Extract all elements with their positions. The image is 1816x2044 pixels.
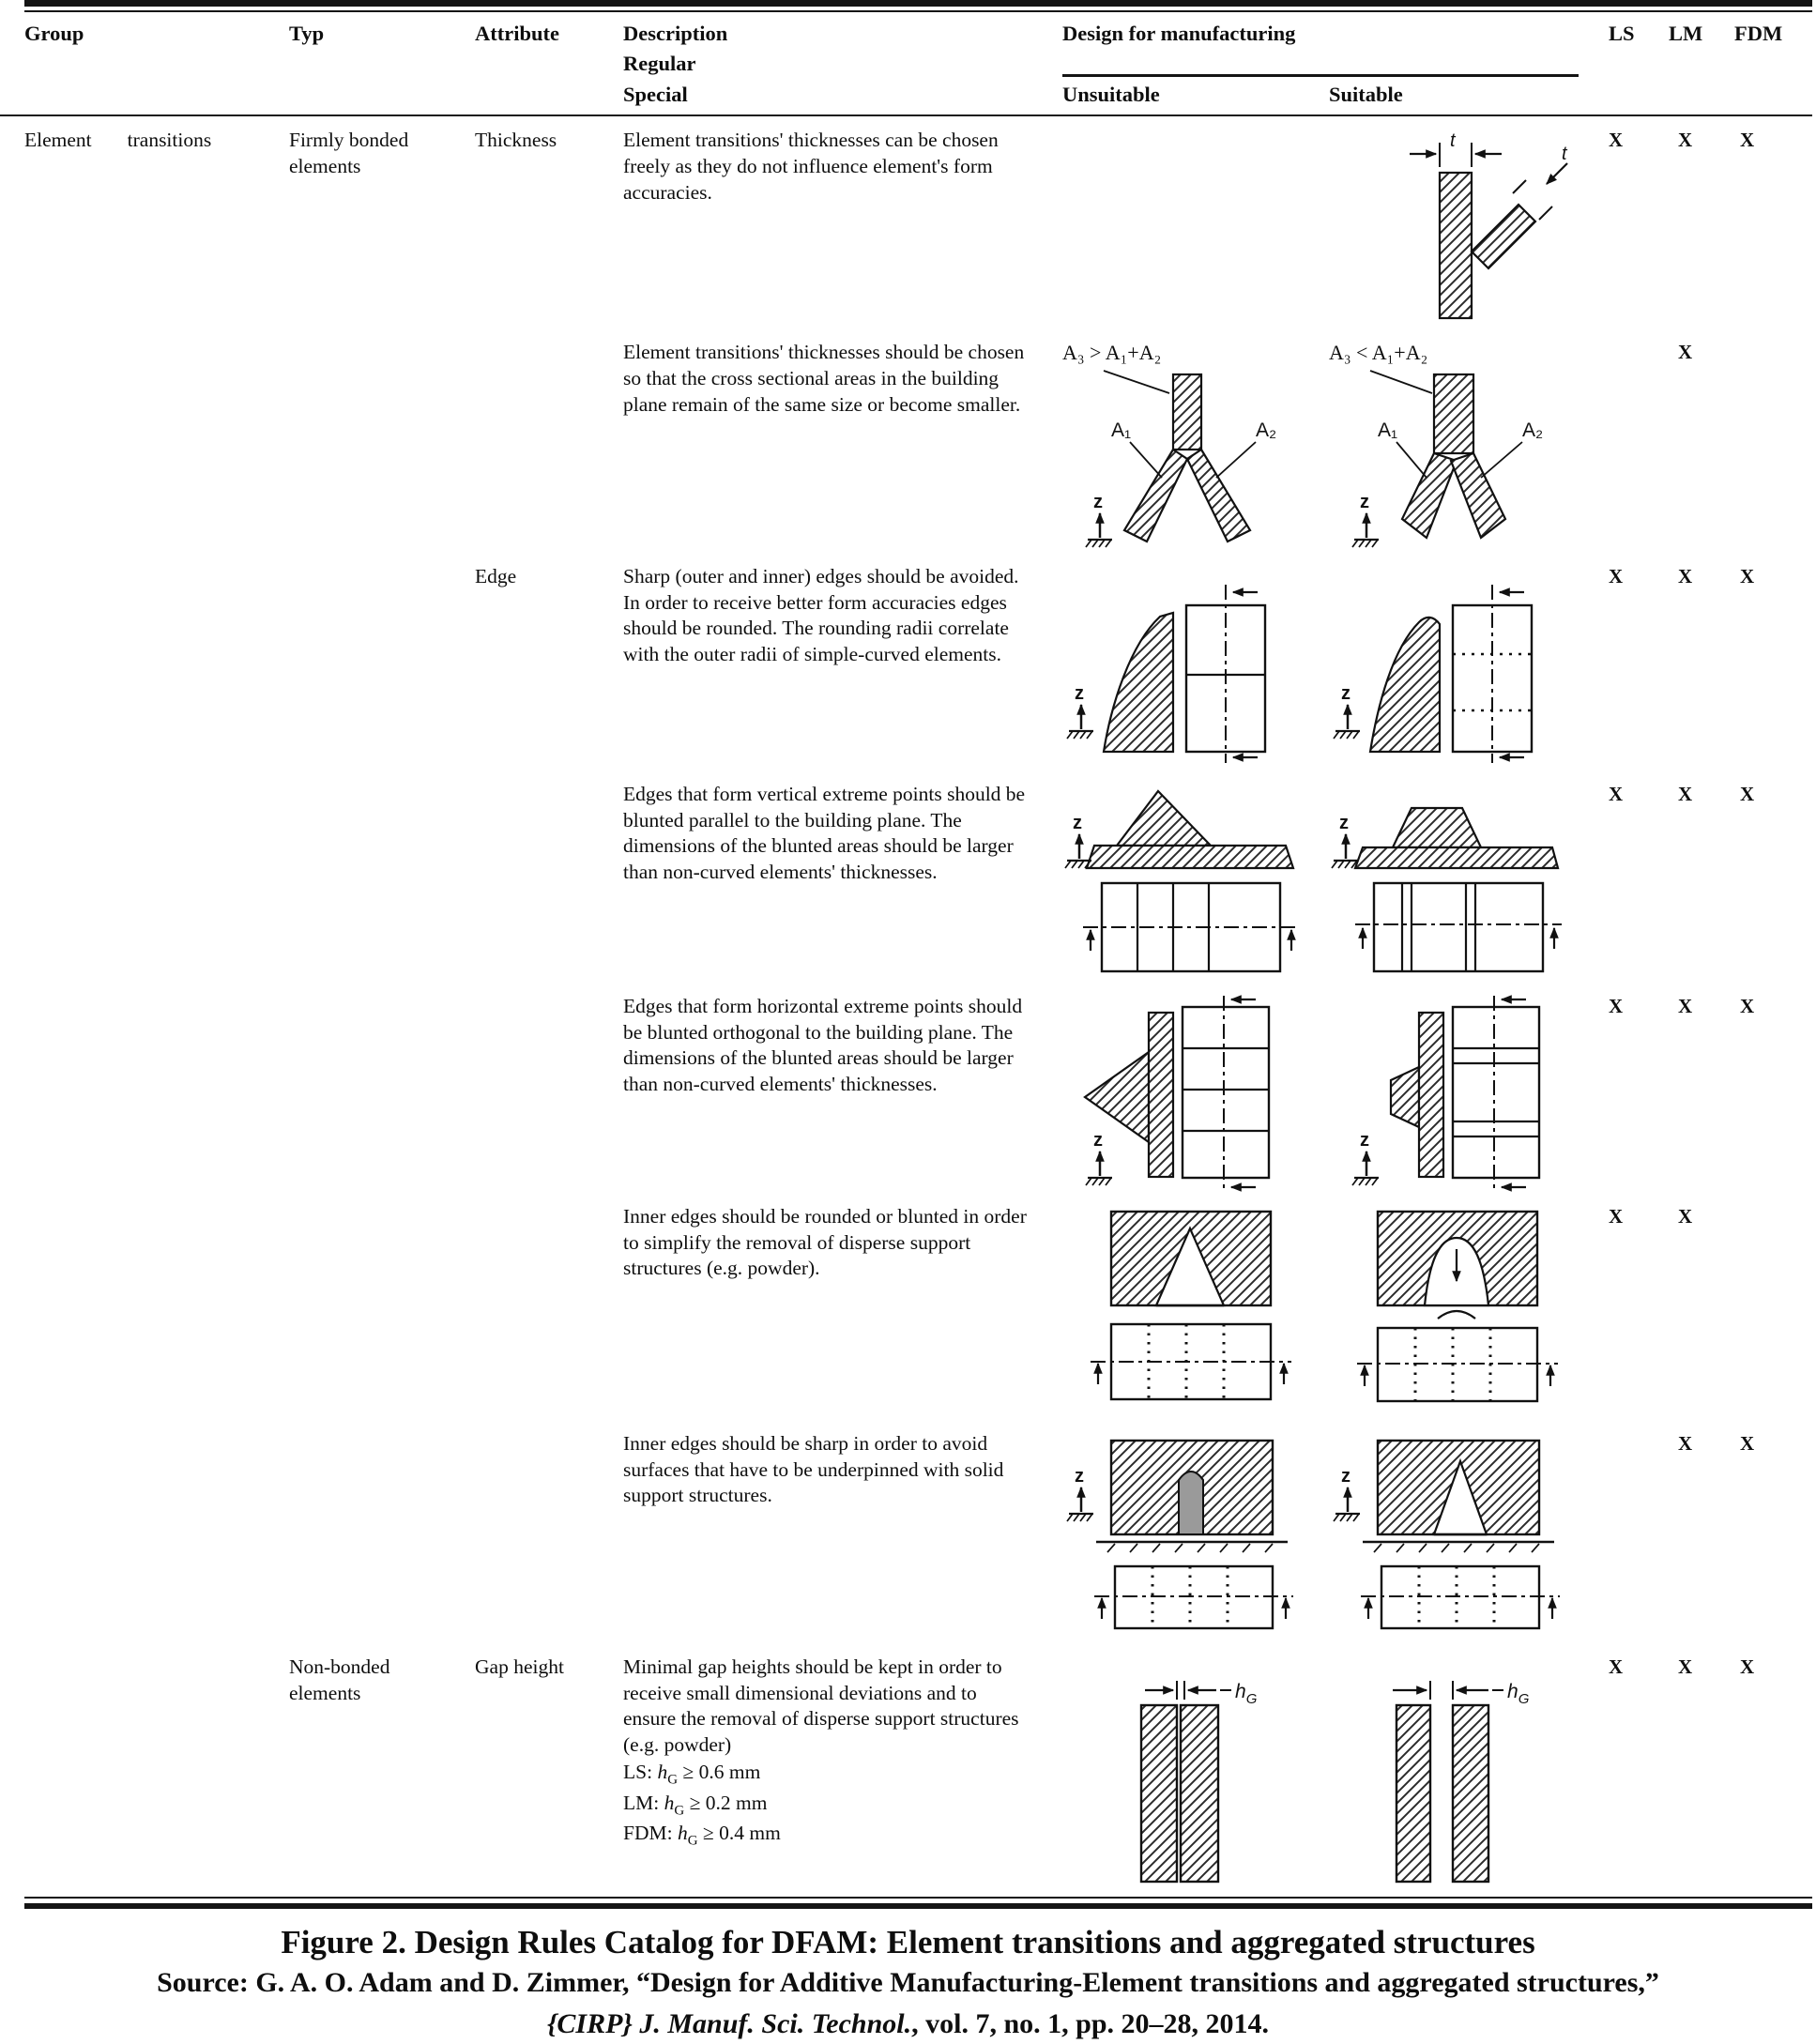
- spec-lm: LM: $h_G \ge 0.2$ mm: [623, 1791, 768, 1819]
- z-axis-symbol: [1067, 1466, 1093, 1521]
- z-axis-symbol: [1332, 813, 1358, 868]
- table-row: [24, 116, 1816, 328]
- inner-edge-rounded-unsuitable-diagram: [1062, 1204, 1318, 1409]
- col-header-attribute: Attribute: [475, 22, 559, 45]
- col-header-suitable: Suitable: [1329, 83, 1403, 106]
- cell-description: Element transitions' thicknesses should be chosen so that the cross sectional areas in the building plane remain of the same size or become smaller.: [623, 341, 1025, 416]
- z-axis-symbol: [1065, 813, 1091, 868]
- mark-lm: X: [1678, 1204, 1693, 1228]
- svg-text:z: z: [1075, 682, 1084, 704]
- mark-ls: X: [1609, 994, 1624, 1017]
- thickness-suitable-diagram: [1329, 128, 1584, 327]
- cell-unsuitable: [1062, 994, 1329, 1193]
- mark-lm: X: [1678, 129, 1693, 151]
- mark-lm: X: [1678, 564, 1693, 587]
- inner-edge-rounded-suitable-diagram: [1329, 1204, 1584, 1409]
- cell-suitable: [1329, 994, 1603, 1193]
- inner-edge-sharp-unsuitable-diagram: [1062, 1431, 1318, 1636]
- cell-description: Inner edges should be rounded or blunted in order to simplify the removal of disperse support structures (e.g. powder).: [623, 1204, 1027, 1280]
- mark-lm: X: [1678, 1655, 1693, 1678]
- col-header-special: Special: [623, 83, 688, 106]
- cell-unsuitable: [1062, 1204, 1329, 1409]
- col-header-ls: LS: [1609, 22, 1635, 45]
- cell-unsuitable: [1062, 782, 1329, 981]
- z-axis-symbol: [1334, 683, 1360, 739]
- mark-fdm: X: [1740, 994, 1755, 1017]
- col-header-group: Group: [24, 22, 84, 45]
- mark-ls: X: [1609, 129, 1624, 151]
- svg-text:A₁: A₁: [1111, 419, 1132, 441]
- spec-ls: LS: $h_G \ge 0.6$ mm: [623, 1761, 761, 1788]
- svg-text:z: z: [1341, 1465, 1351, 1487]
- cell-description: Element transitions' thicknesses can be chosen freely as they do not influence element's form accuracies.: [623, 129, 999, 204]
- mark-fdm: X: [1740, 1431, 1755, 1455]
- cell-suitable: [1329, 1431, 1603, 1636]
- svg-text:z: z: [1341, 682, 1351, 704]
- cell-suitable: [1329, 1204, 1603, 1409]
- mark-fdm: X: [1740, 129, 1755, 151]
- suitable-formula: A₃ < A₁+A₂: [1329, 341, 1428, 364]
- gap-height-suitable-diagram: [1329, 1655, 1584, 1887]
- svg-text:z: z: [1339, 812, 1349, 833]
- table-row: [24, 983, 1816, 1193]
- svg-text:A₂: A₂: [1522, 419, 1544, 441]
- z-axis-symbol: [1352, 1130, 1379, 1185]
- z-axis-symbol: [1334, 1466, 1360, 1521]
- svg-text:z: z: [1360, 1129, 1369, 1151]
- table-row: [24, 1420, 1816, 1643]
- svg-text:A₁: A₁: [1378, 419, 1398, 441]
- figure-caption: [0, 1922, 1816, 2044]
- cell-unsuitable: [1062, 340, 1329, 553]
- col-header-lm: LM: [1669, 22, 1703, 45]
- cell-group: Element transitions: [24, 129, 212, 151]
- cell-attribute: Edge: [475, 564, 517, 587]
- mark-ls: X: [1609, 564, 1624, 587]
- table-row: [24, 553, 1816, 770]
- inner-edge-sharp-suitable-diagram: [1329, 1431, 1584, 1636]
- gap-height-unsuitable-diagram: [1062, 1655, 1318, 1887]
- cross-section-suitable-diagram: [1329, 369, 1584, 553]
- cell-suitable: [1329, 782, 1603, 981]
- caption-source-line2: {CIRP} J. Manuf. Sci. Technol., vol. 7, no. 1, pp. 20–28, 2014.: [546, 2007, 1270, 2039]
- description-text: Minimal gap heights should be kept in order to receive small dimensional deviations and to ensure the removal of disperse support structures (e.g. powder): [623, 1655, 1019, 1757]
- table-header: [24, 12, 1816, 116]
- edge-suitable-diagram: [1329, 564, 1584, 767]
- col-header-unsuitable: Unsuitable: [1062, 83, 1160, 106]
- svg-text:z: z: [1073, 812, 1082, 833]
- cell-unsuitable: [1062, 564, 1329, 767]
- col-header-typ: Typ: [289, 22, 325, 45]
- table-bottom-rule: [24, 1897, 1812, 1909]
- svg-text:z: z: [1093, 491, 1103, 512]
- cell-description: [623, 1655, 1062, 1851]
- cell-description: Inner edges should be sharp in order to avoid surfaces that have to be underpinned with solid support structures.: [623, 1431, 1004, 1507]
- cell-typ: Firmly bonded elements: [289, 129, 409, 177]
- col-header-description: Description: [623, 22, 728, 45]
- cell-suitable: [1329, 564, 1603, 767]
- mark-ls: X: [1609, 782, 1624, 805]
- cell-typ: Non-bonded elements: [289, 1655, 390, 1704]
- mark-lm: X: [1678, 341, 1693, 363]
- cell-attribute: Thickness: [475, 129, 557, 151]
- mark-ls: X: [1609, 1655, 1624, 1678]
- col-header-fdm: FDM: [1734, 22, 1783, 45]
- cross-section-unsuitable-diagram: [1062, 369, 1318, 553]
- caption-source-line1: Source: G. A. O. Adam and D. Zimmer, “Design for Additive Manufacturing-Element transitions and aggregated structures,”: [157, 1967, 1659, 1999]
- svg-text:A₂: A₂: [1256, 419, 1277, 441]
- mark-lm: X: [1678, 994, 1693, 1017]
- unsuitable-formula: A₃ > A₁+A₂: [1062, 341, 1162, 364]
- cell-attribute: Gap height: [475, 1655, 564, 1678]
- col-header-regular: Regular: [623, 52, 696, 75]
- svg-text:hG: $h_G$: [1235, 1680, 1258, 1707]
- horizontal-extreme-unsuitable-diagram: [1062, 994, 1318, 1193]
- table-top-rule: [24, 0, 1812, 12]
- cell-suitable: [1329, 1655, 1603, 1887]
- svg-text:z: z: [1075, 1465, 1084, 1487]
- dfm-underline: [1062, 46, 1579, 77]
- mark-fdm: X: [1740, 1655, 1755, 1678]
- z-axis-symbol: [1067, 683, 1093, 739]
- svg-text:hG: $h_G$: [1507, 1680, 1530, 1707]
- z-axis-symbol: [1086, 1130, 1112, 1185]
- svg-text:z: z: [1093, 1129, 1103, 1151]
- table-row: [24, 770, 1816, 983]
- mark-lm: X: [1678, 782, 1693, 805]
- spec-fdm: FDM: $h_G \ge 0.4$ mm: [623, 1822, 781, 1849]
- mark-lm: X: [1678, 1431, 1693, 1455]
- table-row: [24, 328, 1816, 553]
- z-axis-symbol: [1086, 492, 1112, 547]
- mark-ls: X: [1609, 1204, 1624, 1228]
- cell-unsuitable: [1062, 1431, 1329, 1636]
- cell-suitable: [1329, 340, 1603, 553]
- col-header-dfm: Design for manufacturing: [1062, 22, 1296, 45]
- svg-text:t: t: [1450, 130, 1456, 151]
- cell-description: Edges that form vertical extreme points should be blunted parallel to the building plane. The dimensions of the blunted areas should be larger than non-curved elements' thicknesses.: [623, 782, 1026, 884]
- mark-fdm: X: [1740, 782, 1755, 805]
- cell-description: Edges that form horizontal extreme points should be blunted orthogonal to the building plane. The dimensions of the blunted areas should be larger than non-curved elements' thicknesses.: [623, 994, 1023, 1096]
- table-row: [24, 1643, 1816, 1887]
- svg-text:z: z: [1360, 491, 1369, 512]
- caption-title: Figure 2. Design Rules Catalog for DFAM: Element transitions and aggregated structures: [281, 1923, 1535, 1960]
- vertical-extreme-unsuitable-diagram: [1062, 782, 1318, 981]
- vertical-extreme-suitable-diagram: [1329, 782, 1584, 981]
- z-axis-symbol: [1352, 492, 1379, 547]
- cell-unsuitable: [1062, 1655, 1329, 1887]
- table-row: [24, 1193, 1816, 1420]
- horizontal-extreme-suitable-diagram: [1329, 994, 1584, 1193]
- edge-unsuitable-diagram: [1062, 564, 1318, 767]
- svg-text:t: t: [1562, 144, 1567, 164]
- mark-fdm: X: [1740, 564, 1755, 587]
- cell-suitable: [1329, 128, 1603, 327]
- cell-description: Sharp (outer and inner) edges should be avoided. In order to receive better form accuracies edges should be rounded. The rounding radii correlate with the outer radii of simple-curved elements.: [623, 564, 1019, 666]
